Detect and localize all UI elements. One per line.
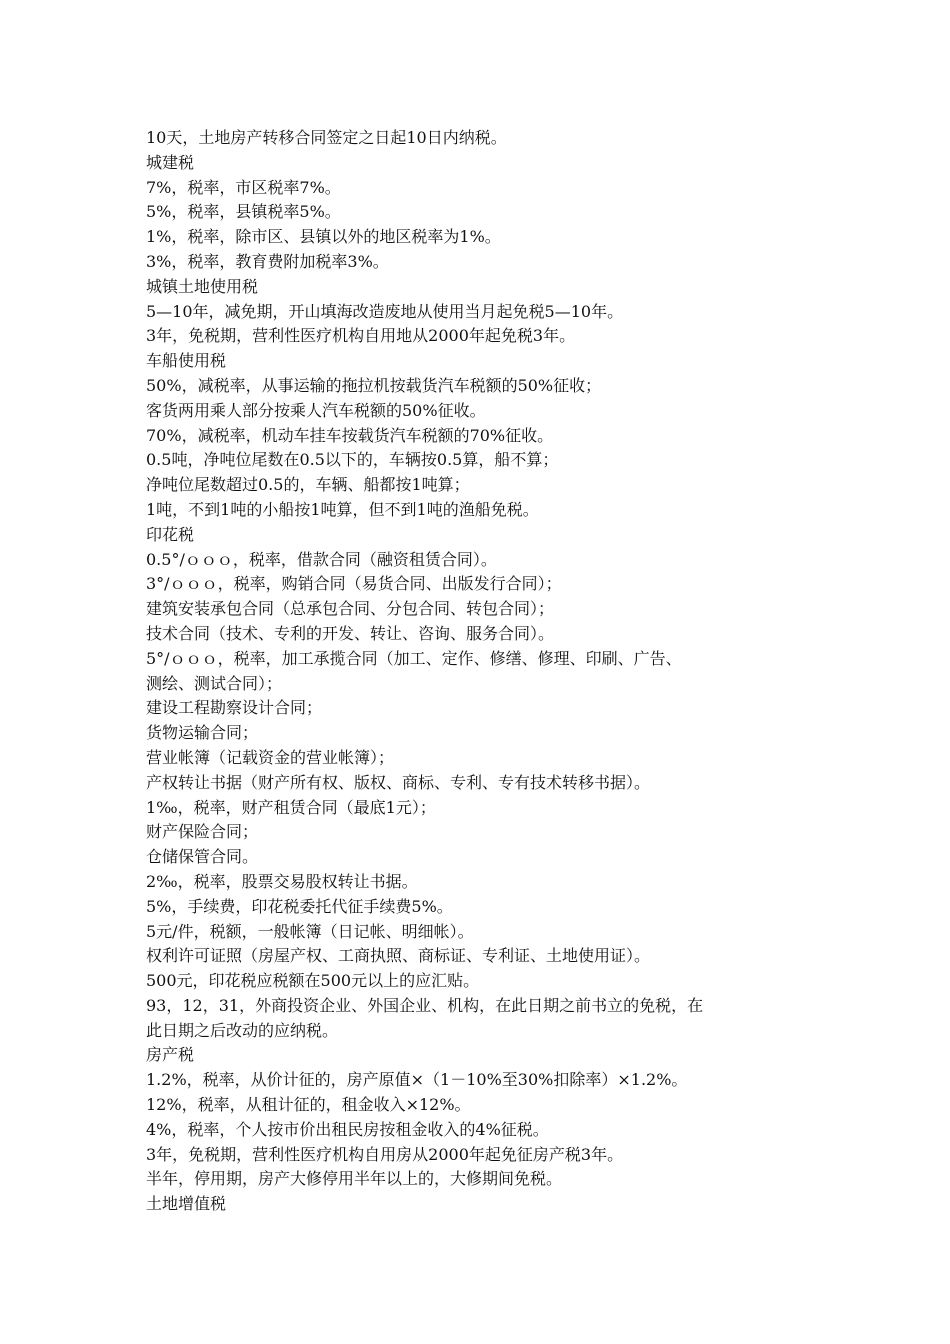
text-line: 1%，税率，除市区、县镇以外的地区税率为1%。	[146, 227, 501, 247]
text-line: 1吨，不到1吨的小船按1吨算，但不到1吨的渔船免税。	[146, 499, 539, 519]
text-line: 建筑安装承包合同（总承包合同、分包合同、转包合同）；	[146, 599, 555, 619]
text-line: 5元/件，税额，一般帐簿（日记帐、明细帐）。	[146, 921, 474, 941]
text-line: 12%，税率，从租计征的，租金收入×12%。	[146, 1095, 471, 1115]
text-line: 3%，税率，教育费附加税率3%。	[146, 251, 389, 271]
section-heading: 城镇土地使用税	[146, 276, 259, 296]
text-line: 1.2%，税率，从价计征的，房产原值×（1－10%至30%扣除率）×1.2%。	[146, 1070, 688, 1090]
text-line: 3年，免税期，营利性医疗机构自用地从2000年起免税3年。	[146, 326, 576, 346]
section-heading: 印花税	[146, 524, 195, 544]
text-line: 净吨位尾数超过0.5的，车辆、船都按1吨算；	[146, 475, 470, 495]
text-line: 2‰，税率，股票交易股权转让书据。	[146, 871, 418, 891]
text-line: 5°/ｏｏｏ，税率，加工承揽合同（加工、定作、修缮、修理、印刷、广告、	[146, 648, 682, 668]
text-line: 客货两用乘人部分按乘人汽车税额的50%征收。	[146, 400, 486, 420]
text-line: 建设工程勘察设计合同；	[146, 698, 323, 718]
text-line: 产权转让书据（财产所有权、版权、商标、专利、专有技术转移书据）。	[146, 772, 651, 792]
section-heading: 城建税	[146, 152, 195, 172]
section-heading: 车船使用税	[146, 351, 227, 371]
text-line: 0.5吨，净吨位尾数在0.5以下的，车辆按0.5算，船不算；	[146, 450, 559, 470]
text-line: 93，12，31，外商投资企业、外国企业、机构，在此日期之前书立的免税，在	[146, 995, 704, 1015]
text-line: 10天，土地房产转移合同签定之日起10日内纳税。	[146, 128, 507, 147]
text-line: 财产保险合同；	[146, 822, 259, 842]
text-line: 营业帐簿（记载资金的营业帐簿）；	[146, 747, 395, 767]
text-line: 此日期之后改动的应纳税。	[146, 1020, 339, 1040]
text-line: 测绘、测试合同）；	[146, 673, 283, 693]
text-line: 0.5°/ｏｏｏ，税率，借款合同（融资租赁合同）。	[146, 549, 497, 569]
text-line: 半年，停用期，房产大修停用半年以上的，大修期间免税。	[146, 1169, 563, 1189]
text-line: 70%，减税率，机动车挂车按载货汽车税额的70%征收。	[146, 425, 554, 445]
document-body	[146, 126, 826, 1217]
text-line: 4%，税率，个人按市价出租民房按租金收入的4%征税。	[146, 1119, 549, 1139]
section-heading: 房产税	[146, 1045, 195, 1065]
text-line: 5—10年，减免期，开山填海改造废地从使用当月起免税5—10年。	[146, 301, 624, 321]
text-line: 货物运输合同；	[146, 723, 259, 743]
text-line: 仓储保管合同。	[146, 847, 259, 867]
text-line: 1‰，税率，财产租赁合同（最底1元）；	[146, 797, 436, 817]
text-line: 500元，印花税应税额在500元以上的应汇贴。	[146, 971, 480, 991]
section-heading: 土地增值税	[146, 1194, 227, 1214]
text-line: 5%，税率，县镇税率5%。	[146, 202, 341, 222]
text-line: 7%，税率，市区税率7%。	[146, 177, 341, 197]
text-line: 3年，免税期，营利性医疗机构自用房从2000年起免征房产税3年。	[146, 1144, 624, 1164]
text-line: 50%，减税率，从事运输的拖拉机按载货汽车税额的50%征收；	[146, 375, 602, 395]
text-line: 5%，手续费，印花税委托代征手续费5%。	[146, 896, 453, 916]
text-line: 技术合同（技术、专利的开发、转让、咨询、服务合同）。	[146, 623, 555, 643]
text-line: 权利许可证照（房屋产权、工商执照、商标证、专利证、土地使用证）。	[146, 946, 651, 966]
text-line: 3°/ｏｏｏ，税率，购销合同（易货合同、出版发行合同）；	[146, 574, 562, 594]
